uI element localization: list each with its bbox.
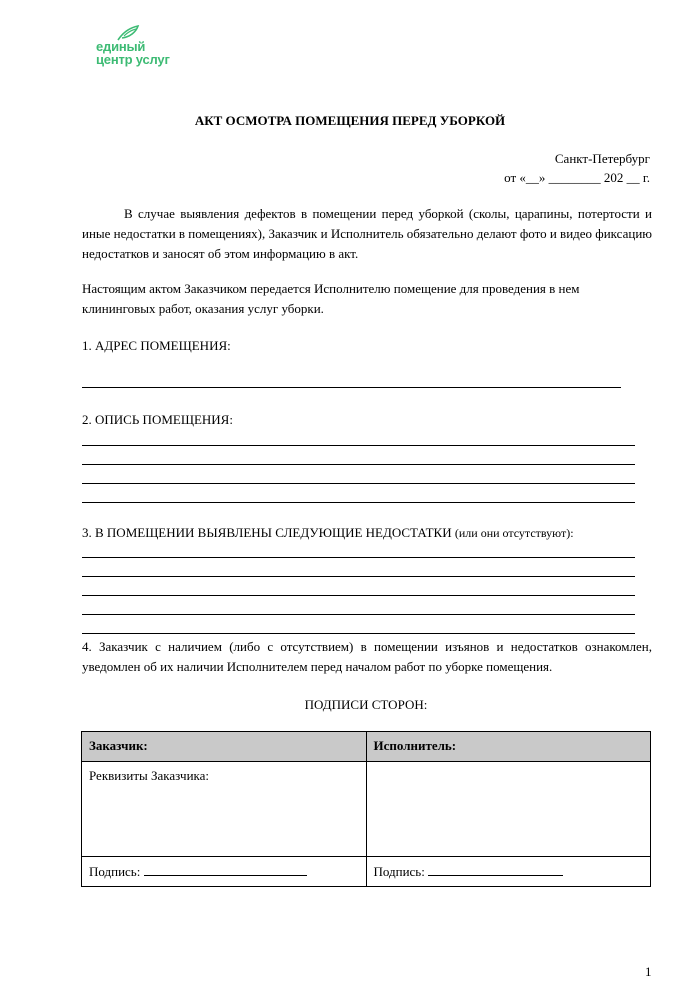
defects-line[interactable] [82, 614, 635, 615]
intro-paragraph: В случае выявления дефектов в помещении перед уборкой (сколы, царапины, потертости и иные недостатки в помещениях), Заказчик и Исполнитель обязательно делают фото и видео фиксацию недостатков и заносят об этом информацию в акт. [82, 206, 652, 261]
defects-heading-main: 3. В ПОМЕЩЕНИИ ВЫЯВЛЕНЫ СЛЕДУЮЩИЕ НЕДОСТАТКИ [82, 525, 452, 540]
customer-details-cell[interactable] [82, 762, 367, 857]
defects-line[interactable] [82, 576, 635, 577]
company-logo [96, 24, 206, 70]
defects-line[interactable] [82, 595, 635, 596]
contractor-signature-cell[interactable] [366, 857, 651, 887]
acknowledgement-paragraph: 4. Заказчик с наличием (либо с отсутствием) в помещении изъянов и недостатков ознакомлен, уведомлен об их наличии Исполнителем перед началом работ по уборке помещения. [82, 639, 652, 674]
customer-header: Заказчик: [82, 732, 367, 762]
document-title: АКТ ОСМОТРА ПОМЕЩЕНИЯ ПЕРЕД УБОРКОЙ [194, 113, 506, 128]
customer-details-label: Реквизиты Заказчика: [89, 768, 210, 783]
contractor-signature-line[interactable] [428, 863, 563, 876]
logo-text [96, 40, 170, 66]
inventory-line[interactable] [82, 483, 635, 484]
section-address-heading: 1. АДРЕС ПОМЕЩЕНИЯ: [82, 338, 231, 353]
inventory-line[interactable] [82, 464, 635, 465]
section-inventory-heading: 2. ОПИСЬ ПОМЕЩЕНИЯ: [82, 412, 233, 427]
defects-heading-note: (или они отсутствуют): [454, 526, 574, 540]
contractor-signature-label: Подпись: [373, 864, 425, 879]
city: Санкт-Петербург [554, 151, 650, 166]
inventory-line[interactable] [82, 445, 635, 446]
inventory-line[interactable] [82, 502, 635, 503]
section-defects-heading [82, 525, 574, 541]
signatures-table [81, 731, 651, 887]
logo-line-1: единый [96, 39, 146, 54]
defects-line[interactable] [82, 557, 635, 558]
signatures-title: ПОДПИСИ СТОРОН: [304, 697, 428, 712]
customer-signature-cell[interactable] [82, 857, 367, 887]
defects-line[interactable] [82, 633, 635, 634]
customer-signature-label: Подпись: [89, 864, 141, 879]
date-line: от «__» ________ 202 __ г. [504, 170, 650, 185]
transfer-paragraph: Настоящим актом Заказчиком передается Исполнителю помещение для проведения в нем клининговых работ, оказания услуг уборки. [82, 281, 580, 316]
contractor-details-cell[interactable] [366, 762, 651, 857]
contractor-header: Исполнитель: [366, 732, 651, 762]
logo-line-2: центр услуг [96, 52, 170, 67]
address-line[interactable] [82, 387, 621, 388]
customer-signature-line[interactable] [144, 863, 307, 876]
page-number: 1 [645, 964, 652, 979]
